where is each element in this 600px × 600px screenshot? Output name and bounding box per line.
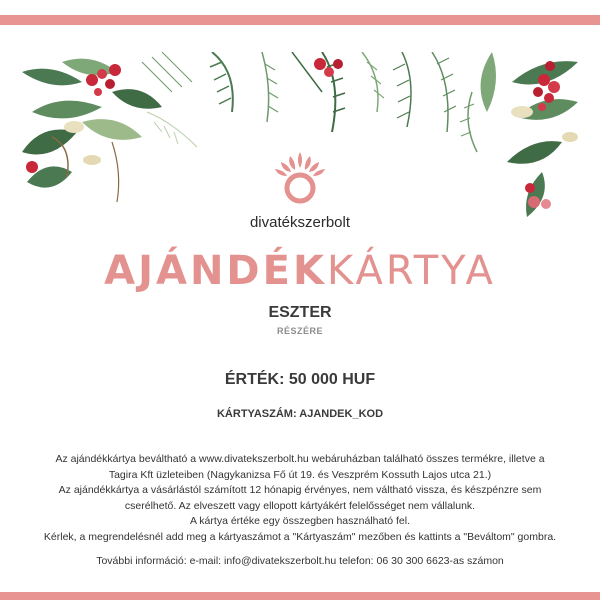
lotus-ring-logo-icon	[266, 150, 334, 206]
card-number: KÁRTYASZÁM: AJANDEK_KOD	[216, 408, 384, 420]
recipient-label: RÉSZÉRE	[276, 326, 323, 336]
terms-line: Tagira Kft üzleteiben (Nagykanizsa Fő út 19. és Veszprém Kossuth Lajos utca 21.)	[108, 468, 492, 481]
terms-line: A kártya értéke egy összegben használható fel.	[189, 515, 411, 527]
recipient-name: ESZTER	[268, 304, 332, 321]
contact-info: További információ: e-mail: info@divatekszerbolt.hu telefon: 06 30 300 6623-as számon	[96, 555, 504, 567]
terms-line: Az ajándékkártya a vásárlástól számított 12 hónapig érvényes, nem váltható vissza, és készpénzre sem	[58, 484, 542, 496]
gift-card-title	[0, 246, 600, 296]
title-part-light: KÁRTYA	[326, 248, 496, 294]
card-value: ÉRTÉK: 50 000 HUF	[224, 371, 376, 388]
terms-text	[20, 452, 580, 545]
title-part-bold: AJÁNDÉK	[104, 248, 327, 294]
left-foliage-cluster	[22, 52, 197, 202]
brand-name: divatékszerbolt	[249, 214, 351, 231]
middle-foliage-cluster	[210, 52, 456, 132]
right-foliage-cluster	[460, 52, 578, 217]
bottom-accent-bar	[0, 592, 600, 600]
terms-line: cserélhető. Az elveszett vagy ellopott kártyákért felelősséget nem vállalunk.	[124, 499, 476, 512]
top-accent-bar	[0, 15, 600, 25]
terms-line: Az ajándékkártya beváltható a www.divatekszerbolt.hu webáruházban található összes termékre, illetve a	[55, 453, 545, 465]
terms-line: Kérlek, a megrendelésnél add meg a kártyaszámot a "Kártyaszám" mezőben és kattints a "Beváltom" gombra.	[43, 530, 557, 543]
